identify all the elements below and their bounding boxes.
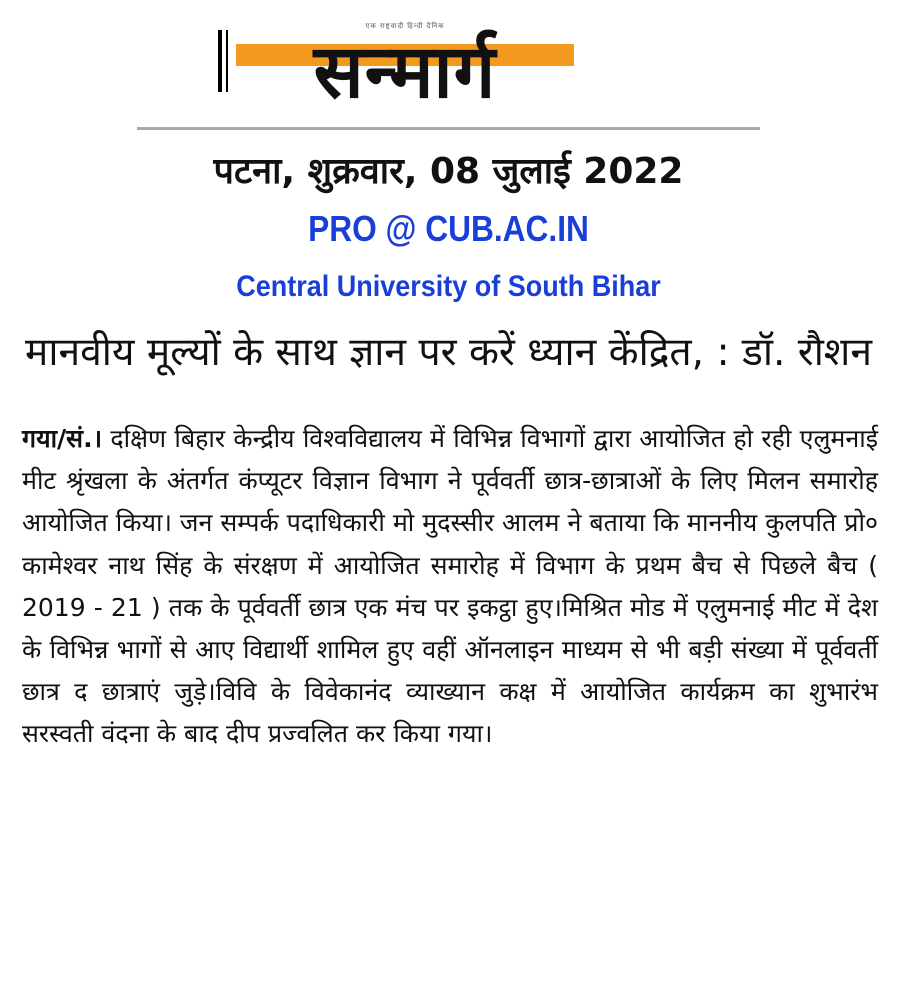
masthead-left-bar-thin	[226, 30, 228, 92]
masthead-left-bar	[218, 30, 222, 92]
dateline: पटना, शुक्रवार, 08 जुलाई 2022	[213, 151, 684, 192]
article-lead: गया/सं.।	[22, 424, 103, 453]
logo-text: सन्मार्ग	[313, 29, 497, 115]
logo-tagline: एक राष्ट्रवादी हिन्दी दैनिक	[365, 22, 445, 30]
pro-email: PRO @ CUB.AC.IN	[308, 208, 589, 249]
article-body	[22, 418, 878, 756]
article-body-text: दक्षिण बिहार केन्द्रीय विश्वविद्यालय में विभिन्न विभागों द्वारा आयोजित हो रही एलुमनाई मीट श्रृंखला के अंतर्गत कंप्यूटर विज्ञान विभाग ने पूर्ववर्ती छात्र-छात्राओं के लिए मिलन समारोह आयोजित किया। जन सम्पर्क पदाधिकारी मो मुदस्सीर आलम ने बताया कि माननीय कुलपति प्रो० कामेश्वर नाथ सिंह के संरक्षण में आयोजित समारोह में विभाग के प्रथम बैच से पिछले बैच ( 2019 - 21 ) तक के पूर्ववर्ती छात्र एक मंच पर इकट्ठा हुए।मिश्रित मोड में एलुमनाई मीट में देश के विभिन्न भागों से आए विद्यार्थी शामिल हुए वहीं ऑनलाइन माध्यम से भी बड़ी संख्या में पूर्ववर्ती छात्र द छात्राएं जुड़े।विवि के विवेकानंद व्याख्यान कक्ष में आयोजित कार्यक्रम का शुभारंभ सरस्वती वंदना के बाद दीप प्रज्वलित कर किया गया।	[22, 424, 878, 749]
university-name: Central University of South Bihar	[236, 270, 661, 303]
newspaper-masthead	[218, 8, 578, 113]
masthead-divider	[137, 127, 760, 130]
article-headline: मानवीय मूल्यों के साथ ज्ञान पर करें ध्यान केंद्रित, : डॉ. रौशन	[25, 330, 872, 375]
newspaper-logo	[236, 18, 574, 115]
